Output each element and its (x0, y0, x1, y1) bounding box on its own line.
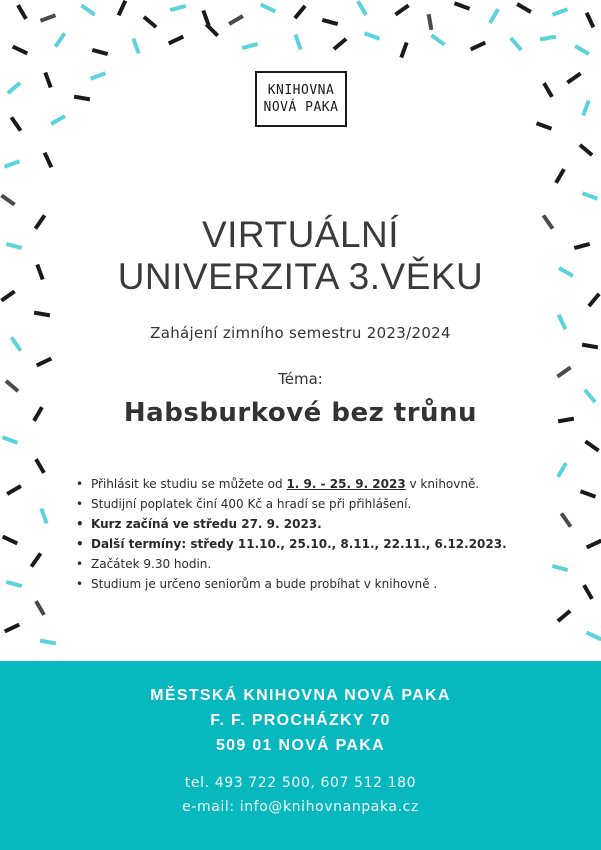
registration-place: v knihovně. (405, 477, 480, 491)
confetti-dash (91, 73, 106, 78)
confetti-dash (401, 43, 406, 58)
confetti-dash (206, 24, 217, 35)
contact-block (0, 771, 601, 819)
confetti-dash (5, 625, 20, 632)
confetti-dash (544, 83, 552, 97)
confetti-dash (92, 50, 107, 54)
confetti-dash (556, 169, 564, 183)
confetti-dash (558, 463, 566, 477)
confetti-dash (322, 20, 337, 24)
confetti-dash (5, 161, 20, 166)
confetti-dash (582, 345, 598, 348)
theme-label: Téma: (278, 370, 323, 388)
confetti-dash (561, 513, 570, 526)
confetti-dash (583, 101, 588, 116)
theme-title: Habsburkové bez trůnu (123, 398, 478, 428)
confetti-dash (3, 537, 18, 544)
confetti-dash (365, 33, 380, 38)
confetti-dash (581, 491, 596, 496)
logo-line-2: NOVÁ PAKA (263, 100, 339, 115)
info-item-start: • Kurz začíná ve středu 27. 9. 2023. (76, 514, 507, 534)
confetti-dash (558, 611, 570, 621)
confetti-dash (295, 6, 305, 18)
info-item-audience: • Studium je určeno seniorům a bude probíhat v knihovně . (76, 574, 507, 594)
confetti-dash (455, 3, 470, 8)
semester-subtitle: Zahájení zimního semestru 2023/2024 (150, 324, 451, 342)
confetti-dash (490, 9, 498, 23)
confetti-dash (334, 39, 346, 49)
confetti-dash (585, 441, 598, 450)
library-city: 509 01 NOVÁ PAKA (215, 737, 385, 754)
confetti-dash (580, 145, 592, 155)
title-line-2: UNIVERZITA 3.VĚKU (117, 256, 484, 297)
confetti-dash (511, 38, 521, 50)
phone-numbers: tel. 493 722 500, 607 512 180 (184, 775, 417, 791)
confetti-dash (429, 14, 432, 30)
confetti-dash (584, 585, 592, 599)
confetti-dash (203, 11, 208, 26)
confetti-dash (40, 641, 56, 644)
confetti-dash (6, 582, 21, 586)
info-item-registration (76, 474, 507, 494)
confetti-dash (55, 33, 64, 46)
info-item-fee: • Studijní poplatek činí 400 Kč a hradí se při přihlášení. (76, 494, 507, 514)
confetti-dash (261, 5, 276, 12)
confetti-dash (18, 5, 26, 19)
confetti-dash (34, 313, 50, 316)
confetti-dash (583, 193, 598, 198)
confetti-dash (81, 5, 94, 14)
confetti-dash (45, 73, 50, 88)
confetti-dash (537, 123, 552, 128)
email-address: e-mail: info@knihovnanpaka.cz (182, 799, 419, 815)
confetti-dash (471, 43, 486, 50)
registration-dates: 1. 9. - 25. 9. 2023 (286, 477, 406, 491)
info-item-dates: • Další termíny: středy 11.10., 25.10., 8.11., 22.11., 6.12.2023. (76, 534, 507, 554)
confetti-dash (31, 553, 40, 566)
confetti-dash (395, 5, 408, 14)
library-logo (255, 71, 347, 127)
footer-contact-panel (0, 661, 601, 850)
confetti-dash (242, 44, 257, 48)
confetti-dash (169, 37, 184, 44)
confetti-dash (36, 459, 44, 473)
confetti-dash (1, 195, 14, 204)
confetti-dash (13, 47, 28, 54)
title-line-1: VIRTUÁLNÍ (201, 214, 400, 255)
confetti-dash (540, 37, 556, 40)
registration-text: Přihlásit ke studiu se můžete od (91, 477, 287, 491)
confetti-dash (552, 566, 567, 570)
info-list (76, 474, 507, 594)
confetti-dash (3, 437, 18, 442)
confetti-dash (41, 15, 56, 20)
confetti-dash (517, 4, 531, 12)
confetti-dash (8, 83, 20, 93)
confetti-dash (7, 486, 21, 494)
confetti-dash (37, 359, 52, 366)
confetti-dash (567, 73, 580, 82)
library-name: MĚSTSKÁ KNIHOVNA NOVÁ PAKA (150, 687, 451, 704)
confetti-dash (144, 17, 156, 27)
confetti-dash (431, 35, 444, 44)
confetti-dash (295, 35, 300, 50)
logo-line-1: KNIHOVNA (267, 83, 335, 98)
confetti-dash (36, 601, 44, 615)
confetti-dash (51, 116, 65, 124)
confetti-dash (587, 633, 601, 640)
confetti-dash (229, 16, 243, 24)
confetti-dash (575, 46, 589, 54)
confetti-dash (11, 117, 20, 130)
confetti-dash (553, 9, 568, 14)
library-address (0, 683, 601, 758)
confetti-dash (119, 1, 126, 16)
confetti-dash (358, 1, 366, 15)
library-street: F. F. PROCHÁZKY 70 (210, 712, 391, 729)
confetti-dash (170, 6, 185, 10)
info-item-time: • Začátek 9.30 hodin. (76, 554, 507, 574)
confetti-dash (45, 153, 52, 168)
confetti-dash (587, 541, 601, 548)
confetti-dash (74, 97, 90, 100)
confetti-dash (133, 39, 138, 54)
confetti-dash (587, 13, 594, 28)
confetti-dash (41, 509, 46, 524)
